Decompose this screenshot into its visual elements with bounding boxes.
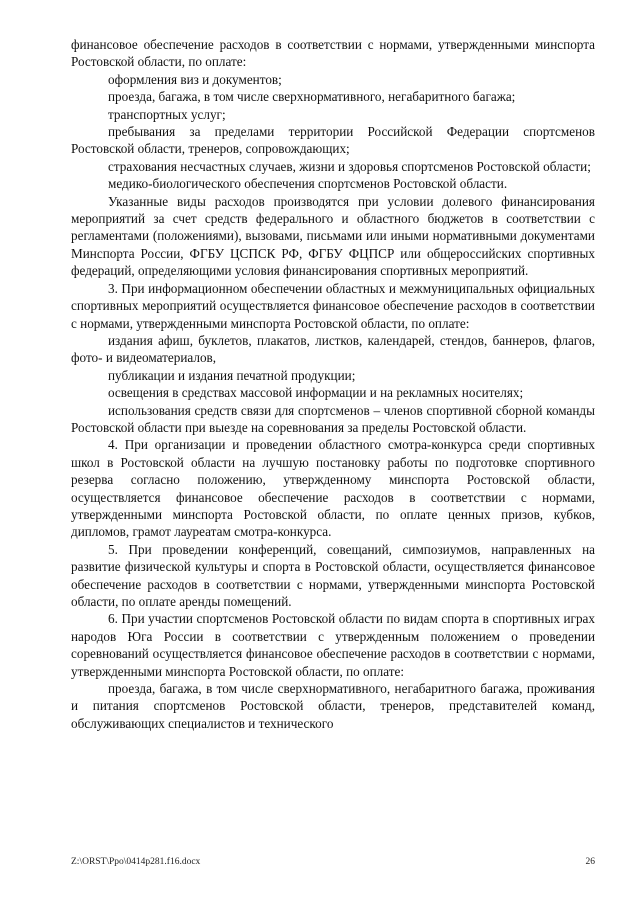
paragraph: оформления виз и документов;	[108, 71, 282, 87]
paragraph: медико-биологического обеспечения спортсменов Ростовской области.	[108, 176, 508, 192]
paragraph: страхования несчастных случаев, жизни и здоровья спортсменов Ростовской области;	[108, 158, 591, 174]
paragraph: финансовое обеспечение расходов в соответствии с нормами, утвержденными минспорта Ростовской области, по оплате:	[71, 37, 595, 70]
page-number: 26	[585, 857, 595, 867]
paragraph: публикации и издания печатной продукции;	[108, 367, 356, 383]
paragraph: издания афиш, буклетов, плакатов, листков, календарей, стендов, баннеров, флагов, фото- и видеоматериалов,	[71, 332, 595, 366]
paragraph: пребывания за пределами территории Российской Федерации спортсменов Ростовской области, тренеров, сопровождающих;	[71, 124, 595, 157]
paragraph: 4. При организации и проведении областного смотра-конкурса среди спортивных школ в Ростовской области на лучшую постановку работы по подготовке спортивного резерва согласно положению, утвержденному минспорта Ростовской области, осуществляется финансовое обеспечение расходов в соответствии с нормами, утвержденными минспорта Ростовской области, по оплате ценных призов, кубков, дипломов, грамот лауреатам смотра-конкурса.	[71, 437, 595, 540]
paragraph: 6. При участии спортсменов Ростовской области по видам спорта в спортивных играх народов Юга России в соответствии с утвержденным положением о проведении соревнований осуществляется финансовое обеспечение расходов в соответствии с нормами, утвержденными минспорта Ростовской области, по оплате:	[71, 611, 595, 679]
paragraph: проезда, багажа, в том числе сверхнормативного, негабаритного багажа;	[108, 89, 516, 105]
document-body	[71, 36, 595, 732]
paragraph: проезда, багажа, в том числе сверхнормативного, негабаритного багажа, проживания и питания спортсменов Ростовской области, тренеров, представителей команд, обслуживающих специалистов и технического	[71, 681, 595, 731]
paragraph: освещения в средствах массовой информации и на рекламных носителях;	[108, 385, 524, 401]
footer-file-path: Z:\ORST\Ppo\0414p281.f16.docx	[71, 857, 201, 867]
paragraph: 5. При проведении конференций, совещаний, симпозиумов, направленных на развитие физической культуры и спорта в Ростовской области, осуществляется финансовое обеспечение расходов в соответствии с нормами, утвержденными минспорта Ростовской области, по оплате аренды помещений.	[71, 541, 595, 609]
paragraph: транспортных услуг;	[108, 106, 226, 122]
paragraph: 3. При информационном обеспечении областных и межмуниципальных официальных спортивных мероприятий осуществляется финансовое обеспечение расходов в соответствии с нормами, утвержденными минспорта Ростовской области, по оплате:	[71, 280, 595, 331]
paragraph: использования средств связи для спортсменов – членов спортивной сборной команды Ростовской области при выезде на соревнования за пределы Ростовской области.	[71, 402, 595, 435]
paragraph: Указанные виды расходов производятся при условии долевого финансирования мероприятий за счет средств федерального и областного бюджетов в соответствии с регламентами (положениями), вызовами, письмами или иными нормативными документами Минспорта России, ФГБУ ЦСПСК РФ, ФГБУ ФЦПСР или общероссийских спортивных федераций, определяющими условия финансирования спортивных мероприятий.	[71, 193, 595, 279]
